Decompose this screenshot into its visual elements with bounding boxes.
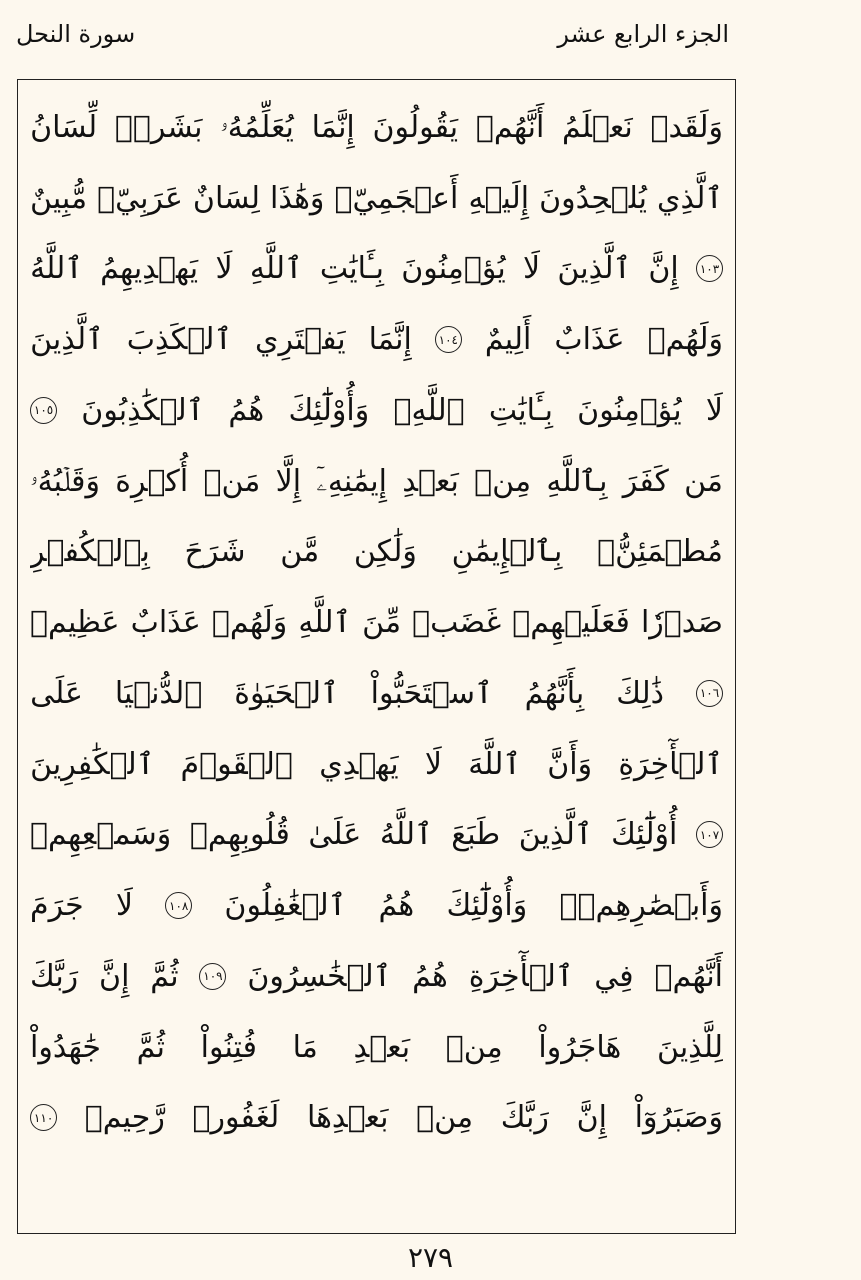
word: ٱلۡأٓخِرَةِ [468, 958, 574, 994]
text-line [30, 941, 723, 1012]
word: هَاجَرُواْ [538, 1029, 622, 1065]
word: ثُمَّ [136, 1029, 165, 1065]
text-line [30, 800, 723, 871]
word: ذَٰلِكَ [616, 675, 665, 711]
word: ٱلَّذِينَ [518, 817, 593, 853]
word: مَن [684, 463, 723, 499]
text-line [30, 163, 723, 234]
surah-title: سورة النحل [16, 20, 136, 48]
word: رَبَّكَ [500, 1100, 549, 1136]
word: ٱللَّهُ [30, 251, 83, 287]
word: أُوْلَٰٓئِكَ [611, 817, 678, 853]
word: لِلَّذِينَ [656, 1029, 723, 1065]
word: جَرَمَ [30, 888, 84, 924]
word: عَرَبِيّٞ [97, 180, 183, 216]
text-line [30, 729, 723, 800]
word: مِّنَ [362, 605, 402, 641]
word: ٱللَّهَ [468, 746, 521, 782]
word: وَسَمۡعِهِمۡ [30, 817, 172, 853]
word: مُّبِينٌ [30, 180, 88, 216]
word: بِأَنَّهُمُ [524, 675, 585, 711]
word: ٱلۡكَٰفِرِينَ [30, 746, 155, 782]
word: هُمُ [228, 392, 265, 428]
text-line [30, 234, 723, 305]
word: مِنۢ [445, 1029, 503, 1065]
word: لَغَفُورٞ [192, 1100, 280, 1136]
word: فِي [594, 958, 634, 994]
word: يُعَلِّمُهُۥ [220, 109, 294, 145]
juz-title: الجزء الرابع عشر [557, 20, 729, 48]
word: ٱلدُّنۡيَا [114, 675, 203, 711]
word: عَلَىٰ [308, 817, 362, 853]
ayah-marker-icon: ١٠٣ [696, 255, 723, 282]
word: وَأَبۡصَٰرِهِمۡۖ [559, 888, 723, 924]
word: مَا [292, 1029, 318, 1065]
text-line [30, 587, 723, 658]
word: ٱلۡغَٰفِلُونَ [224, 888, 347, 924]
word: ٱلۡكَٰذِبُونَ [81, 392, 205, 428]
word: وَلَقَدۡ [650, 109, 723, 145]
ayah-marker-icon: ١٠٩ [199, 963, 226, 990]
word: مِنۢ [416, 1100, 474, 1136]
word: نَعۡلَمُ [562, 109, 633, 145]
page-number: ٢٧٩ [407, 1241, 454, 1274]
text-line [30, 92, 723, 163]
text-line [30, 446, 723, 517]
word: بِٱلۡإِيمَٰنِ [451, 534, 563, 570]
word: يُؤۡمِنُونَ [577, 392, 682, 428]
ayah-marker-icon: ١١٠ [30, 1104, 57, 1131]
word: ثُمَّ [150, 958, 179, 994]
word: لِّسَانُ [30, 109, 98, 145]
word: ٱللَّهِ [249, 251, 303, 287]
word: مِنۢ [474, 463, 532, 499]
word: ٱلۡكَذِبَ [126, 322, 233, 358]
word: مَّن [280, 534, 320, 570]
word: أَلِيمٌ [484, 322, 532, 358]
word: لَا [424, 746, 442, 782]
word: هُمُ [378, 888, 415, 924]
word: لِسَانٌ [192, 180, 260, 216]
word: وَأُوْلَٰٓئِكَ [446, 888, 528, 924]
word: وَلَٰكِن [353, 534, 417, 570]
word: بَعۡدِهَا [306, 1100, 389, 1136]
word: بَعۡدِ [402, 463, 459, 499]
word: ٱلۡحَيَوٰةَ [234, 675, 339, 711]
word: رَّحِيمٞ [84, 1100, 165, 1136]
word: ٱسۡتَحَبُّواْ [370, 675, 493, 711]
word: عَذَابٌ [554, 322, 625, 358]
word: إِيمَٰنِهِۦٓ [316, 463, 387, 499]
text-line [30, 1012, 723, 1083]
word: بِٱللَّهِ [546, 463, 608, 499]
word: بَشَرٞۗ [114, 109, 203, 145]
text-line [30, 375, 723, 446]
word: عَظِيمٞ [30, 605, 120, 641]
word: يُؤۡمِنُونَ [401, 251, 506, 287]
word: إِنَّ [648, 251, 679, 287]
word: بِـَٔايَٰتِ [488, 392, 553, 428]
word: وَأُوْلَٰٓئِكَ [288, 392, 370, 428]
word: عَذَابٌ [130, 605, 201, 641]
word: ٱلَّذِينَ [30, 322, 104, 358]
word: وَلَهُمۡ [211, 605, 288, 641]
word: أَنَّهُمۡ [475, 109, 545, 145]
word: مُطۡمَئِنُّۢ [597, 534, 723, 570]
word: وَصَبَرُوٓاْ [634, 1100, 723, 1136]
word: لَا [215, 251, 233, 287]
word: فَعَلَيۡهِمۡ [512, 605, 630, 641]
word: هُمُ [412, 958, 448, 994]
word: مَنۡ [203, 463, 261, 499]
word: يَفۡتَرِي [255, 322, 346, 358]
word: بَعۡدِ [353, 1029, 411, 1065]
word: طَبَعَ [451, 817, 501, 853]
word: يَهۡدِيهِمُ [100, 251, 199, 287]
word: لَا [115, 888, 133, 924]
word: وَهَٰذَا [270, 180, 325, 216]
text-line [30, 304, 723, 375]
word: إِنَّمَا [368, 322, 412, 358]
word: صَدۡرٗا [640, 605, 723, 641]
word: فُتِنُواْ [200, 1029, 257, 1065]
word: شَرَحَ [184, 534, 246, 570]
word: ٱلَّذِينَ [557, 251, 632, 287]
text-line [30, 658, 723, 729]
word: ٱلۡقَوۡمَ [180, 746, 293, 782]
word: إِنَّ [99, 958, 130, 994]
word: لَا [705, 392, 723, 428]
word: ٱلۡخَٰسِرُونَ [247, 958, 392, 994]
word: ٱلۡأٓخِرَةِ [618, 746, 723, 782]
word: لَا [523, 251, 541, 287]
word: إِلَيۡهِ [468, 180, 530, 216]
word: كَفَرَ [622, 463, 669, 499]
word: وَأَنَّ [547, 746, 593, 782]
word: يَهۡدِي [319, 746, 399, 782]
word: ٱللَّهِۖ [393, 392, 465, 428]
text-line [30, 870, 723, 941]
text-line [30, 1083, 723, 1154]
ayah-marker-icon: ١٠٤ [435, 326, 462, 353]
ayah-marker-icon: ١٠٦ [696, 680, 723, 707]
word: أُكۡرِهَ [115, 463, 189, 499]
word: إِنَّمَا [311, 109, 355, 145]
word: أَنَّهُمۡ [654, 958, 723, 994]
text-line [30, 517, 723, 588]
word: وَلَهُمۡ [647, 322, 723, 358]
ayah-marker-icon: ١٠٥ [30, 397, 57, 424]
word: أَعۡجَمِيّٞ [334, 180, 459, 216]
word: يُلۡحِدُونَ [539, 180, 648, 216]
word: بِـَٔايَٰتِ [319, 251, 384, 287]
word: ٱللَّهِ [298, 605, 352, 641]
word: بِٱلۡكُفۡرِ [30, 534, 150, 570]
word: غَضَبٞ [412, 605, 502, 641]
word: عَلَى [30, 675, 83, 711]
word: وَقَلۡبُهُۥ [30, 463, 100, 499]
word: إِلَّا [275, 463, 302, 499]
word: إِنَّ [576, 1100, 607, 1136]
verse-text-block [30, 92, 723, 1224]
word: يَقُولُونَ [372, 109, 459, 145]
word: رَبَّكَ [30, 958, 79, 994]
word: ٱللَّهُ [379, 817, 433, 853]
ayah-marker-icon: ١٠٧ [696, 821, 723, 848]
word: جَٰهَدُواْ [30, 1029, 101, 1065]
ayah-marker-icon: ١٠٨ [165, 892, 192, 919]
word: ٱلَّذِي [657, 180, 723, 216]
word: قُلُوبِهِمۡ [189, 817, 290, 853]
